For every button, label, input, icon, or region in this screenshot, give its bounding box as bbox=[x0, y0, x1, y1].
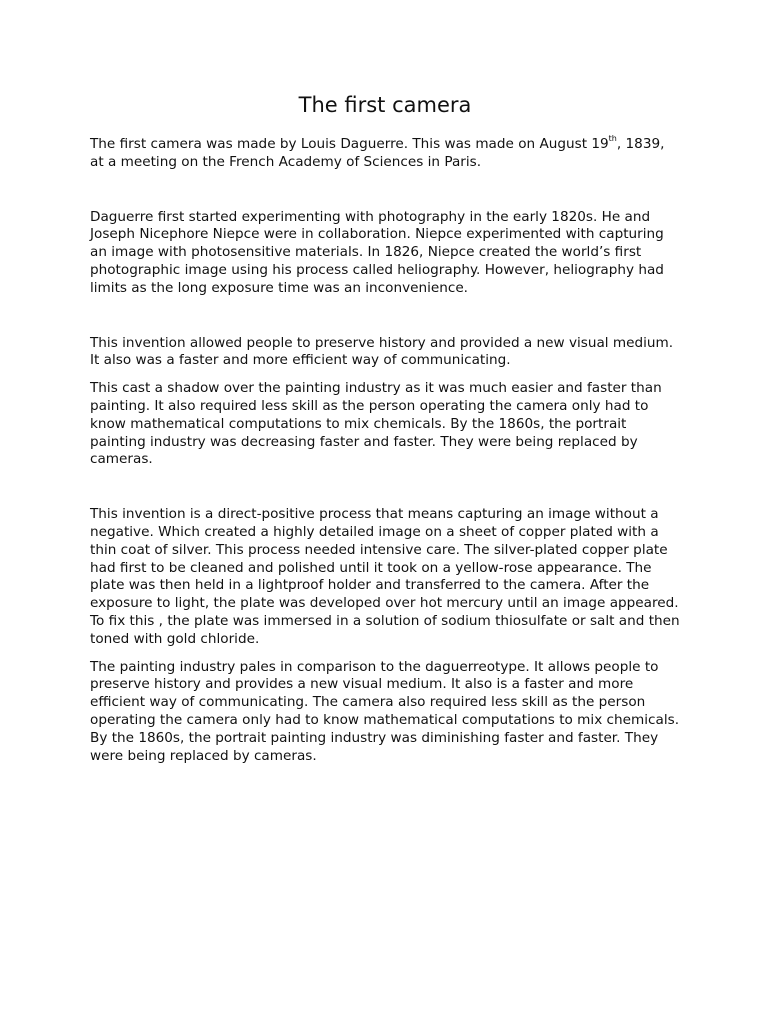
paragraph-text: The first camera was made by Louis Daguerre. This was made on August 19 bbox=[90, 136, 609, 152]
paragraph-daguerre-history: Daguerre first started experimenting with photography in the early 1820s. He and Joseph Nicephore Niepce were in collaboration. Niepce experimented with capturing an image with photosensitive materials. In 1826, Niepce created the world’s first photographic image using his process called heliography. However, heliography had limits as the long exposure time was an inconvenience. bbox=[90, 208, 664, 296]
paragraph-comparison: The painting industry pales in comparison to the daguerreotype. It allows people to preserve history and provides a new visual medium. It also is a faster and more efficient way of communicating. The camera also required less skill as the person operating the camera only had to know mathematical computations to mix chemicals. By the 1860s, the portrait painting industry was diminishing faster and faster. They were being replaced by cameras. bbox=[90, 658, 680, 764]
paragraph-text: , 1839, at a meeting on the French Academy of Sciences in Paris. bbox=[90, 136, 665, 170]
ordinal-superscript: th bbox=[608, 134, 617, 144]
paragraph-invention-benefits: This invention allowed people to preserve history and provided a new visual medium. It also was a faster and more efficient way of communicating. bbox=[90, 334, 674, 369]
document-page bbox=[90, 90, 680, 765]
paragraph-painting-impact: This cast a shadow over the painting industry as it was much easier and faster than painting. It also required less skill as the person operating the camera only had to know mathematical computations to mix chemicals. By the 1860s, the portrait painting industry was decreasing faster and faster. They were being replaced by cameras. bbox=[90, 380, 662, 468]
paragraph-process: This invention is a direct-positive process that means capturing an image without a negative. Which created a highly detailed image on a sheet of copper plated with a thin coat of silver. This process needed intensive care. The silver-plated copper plate had first to be cleaned and polished until it took on a yellow-rose appearance. The plate was then held in a lightproof holder and transferred to the camera. After the exposure to light, the plate was developed over hot mercury until an image appeared. To fix this , the plate was immersed in a solution of sodium thiosulfate or salt and then toned with gold chloride. bbox=[90, 506, 680, 647]
document-title: The first camera bbox=[298, 93, 472, 117]
paragraph-first-camera bbox=[90, 136, 680, 172]
